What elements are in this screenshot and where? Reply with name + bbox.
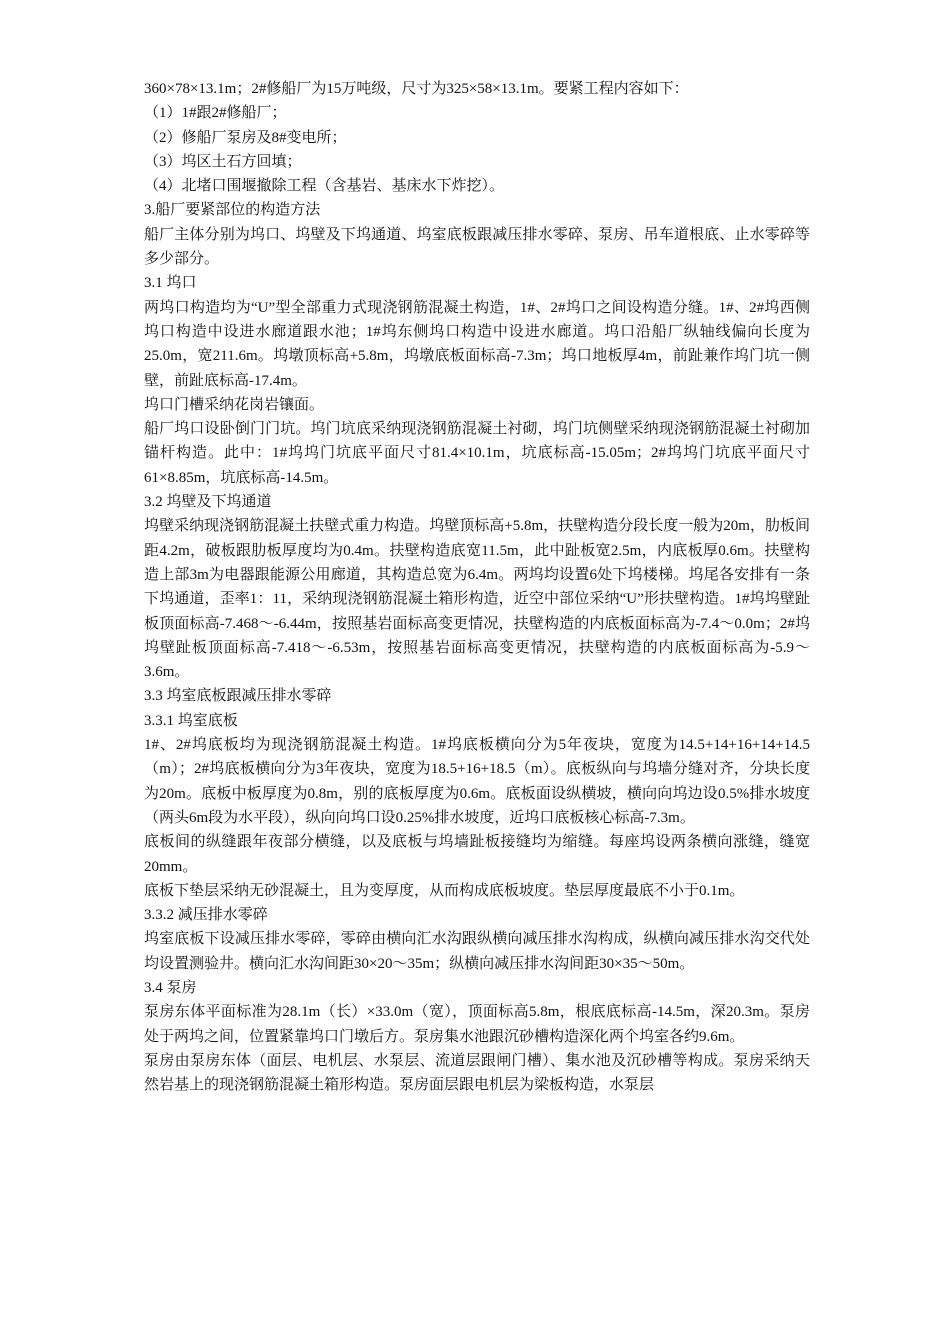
- paragraph: 1#、2#坞底板均为现浇钢筋混凝土构造。1#坞底板横向分为5年夜块，宽度为14.5+14+16+14+14.5（m）；2#坞底板横向分为3年夜块，宽度为18.5+16+18.5（m）。底板纵向与坞墙分缝对齐，分块长度为20m。底板中板厚度为0.8m，别的底板厚度为0.6m。底板面设纵横坡，横向向坞边设0.5%排水坡度（两头6m段为水平段），纵向向坞口设0.25%排水坡度，近坞口底板核心标高-7.3m。: [144, 737, 810, 826]
- document-body: [144, 77, 810, 1097]
- paragraph: 坞口门槽采纳花岗岩镶面。: [144, 396, 325, 413]
- list-item: （2）修船厂泵房及8#变电所；: [144, 129, 347, 146]
- section-heading: 3.2 坞壁及下坞通道: [144, 494, 272, 511]
- paragraph: 泵房东体平面标准为28.1m（长）×33.0m（宽），顶面标高5.8m，根底底标高-14.5m，深20.3m。泵房处于两坞之间，位置紧靠坞口门墩后方。泵房集水池跟沉砂槽构造深化两个坞室各约9.6m。: [144, 1004, 810, 1045]
- list-item: （4）北堵口围堰撤除工程（含基岩、基床水下炸挖）。: [144, 178, 505, 195]
- paragraph: 泵房由泵房东体（面层、电机层、水泵层、流道层跟闸门槽）、集水池及沉砂槽等构成。泵房采纳天然岩基上的现浇钢筋混凝土箱形构造。泵房面层跟电机层为梁板构造，水泵层: [144, 1052, 810, 1094]
- subsection-heading: 3.3.1 坞室底板: [144, 712, 238, 729]
- paragraph: 360×78×13.1m；2#修船厂为15万吨级，尺寸为325×58×13.1m。要紧工程内容如下：: [144, 81, 689, 97]
- list-item: （3）坞区土石方回填；: [144, 153, 302, 170]
- list-item: （1）1#跟2#修船厂；: [144, 105, 287, 122]
- paragraph: 坞室底板下设减压排水零碎，零碎由横向汇水沟跟纵横向减压排水沟构成，纵横向减压排水沟交代处均设置测验井。横向汇水沟间距30×20～35m；纵横向减压排水沟间距30×35～50m。: [144, 931, 810, 972]
- section-heading: 3.3 坞室底板跟减压排水零碎: [144, 688, 332, 705]
- paragraph: 两坞口构造均为“U”型全部重力式现浇钢筋混凝土构造，1#、2#坞口之间设构造分缝。1#、2#坞西侧坞口构造中设进水廊道跟水池；1#坞东侧坞口构造中设进水廊道。坞口沿船厂纵轴线偏向长度为25.0m，宽211.6m。坞墩顶标高+5.8m，坞墩底板面标高-7.3m；坞口地板厚4m，前趾兼作坞门坑一侧壁，前趾底标高-17.4m。: [144, 299, 810, 389]
- section-heading: 3.船厂要紧部位的构造方法: [144, 202, 321, 219]
- section-heading: 3.4 泵房: [144, 979, 197, 996]
- paragraph: 船厂坞口设卧倒门门坑。坞门坑底采纳现浇钢筋混凝土衬砌，坞门坑侧壁采纳现浇钢筋混凝土衬砌加锚杆构造。此中：1#坞坞门坑底平面尺寸81.4×10.1m，坑底标高-15.05m；2#坞坞门坑底平面尺寸61×8.85m，坑底标高-14.5m。: [144, 421, 810, 486]
- paragraph: 船厂主体分别为坞口、坞壁及下坞通道、坞室底板跟减压排水零碎、泵房、吊车道根底、止水零碎等多少部分。: [144, 226, 810, 268]
- paragraph: 底板下垫层采纳无砂混凝土，且为变厚度，从而构成底板坡度。垫层厚度最底不小于0.1m。: [144, 882, 745, 899]
- subsection-heading: 3.3.2 减压排水零碎: [144, 907, 268, 924]
- paragraph: 坞壁采纳现浇钢筋混凝土扶壁式重力构造。坞壁顶标高+5.8m，扶壁构造分段长度一般为20m，肋板间距4.2m，破板跟肋板厚度均为0.4m。扶壁构造底宽11.5m，此中趾板宽2.5m，内底板厚0.6m。扶壁构造上部3m为电器跟能源公用廊道，其构造总宽为6.4m。两坞均设置6处下坞楼梯。坞尾各安排有一条下坞通道，歪率1：11，采纳现浇钢筋混凝土箱形构造，近空中部位采纳“U”形扶壁构造。1#坞坞壁趾板顶面标高-7.468～-6.44m，按照基岩面标高变更情况，扶壁构造的内底板面标高为-7.4～0.0m；2#坞坞壁趾板顶面标高-7.418～-6.53m，按照基岩面标高变更情况，扶壁构造的内底板面标高为-5.9～3.6m。: [144, 518, 810, 681]
- section-heading: 3.1 坞口: [144, 275, 197, 292]
- paragraph: 底板间的纵缝跟年夜部分横缝，以及底板与坞墙趾板接缝均为缩缝。每座坞设两条横向涨缝，缝宽20mm。: [144, 834, 810, 875]
